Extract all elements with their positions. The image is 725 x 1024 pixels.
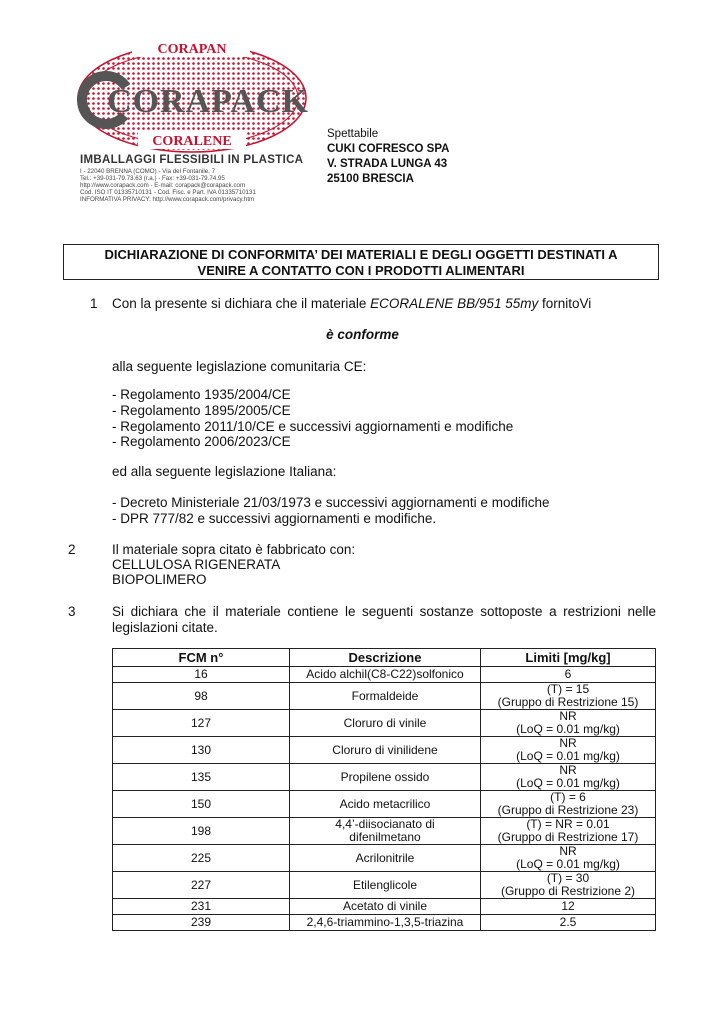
cell-limiti-line: (Gruppo di Restrizione 2)	[500, 884, 636, 898]
cell-limiti-line: (LoQ = 0.01 mg/kg)	[516, 776, 620, 790]
table-row	[113, 683, 656, 710]
cell-descrizione-line: Cloruro di vinile	[343, 715, 427, 730]
cell-descrizione	[290, 915, 481, 931]
section-3-line-1: Si dichiara che il materiale contiene le seguenti sostanze sottoposte a restrizioni nelle	[112, 604, 656, 619]
section-2-number: 2	[68, 542, 76, 557]
cell-descrizione-line: difenilmetano	[349, 830, 421, 844]
intro-end-text: fornitoVi	[538, 296, 592, 311]
company-logo	[76, 36, 312, 206]
eu-reg-4: - Regolamento 2006/2023/CE	[112, 434, 291, 449]
cell-fcm: 130	[113, 737, 290, 764]
cell-descrizione-line: Acrilonitrile	[355, 850, 415, 865]
cell-limiti-line: NR	[559, 736, 577, 750]
logo-line-5: INFORMATIVA PRIVACY: http://www.corapack.com/privacy.htm	[80, 196, 255, 203]
cell-limiti-line: 2.5	[559, 915, 577, 929]
cell-limiti-line: (T) = 15	[546, 682, 590, 696]
table-row	[113, 710, 656, 737]
cell-descrizione	[290, 737, 481, 764]
cell-limiti	[481, 818, 656, 845]
cell-descrizione	[290, 683, 481, 710]
cell-descrizione-line: Etilenglicole	[352, 877, 418, 892]
title-line-1: DICHIARAZIONE DI CONFORMITA’ DEI MATERIALI E DEGLI OGGETTI DESTINATI A	[104, 247, 618, 262]
table-row	[113, 667, 656, 683]
section-1-intro	[112, 296, 591, 312]
cell-limiti-line: (Gruppo di Restrizione 17)	[497, 830, 639, 844]
header-descrizione: Descrizione	[290, 649, 481, 667]
conforme-label: è conforme	[326, 327, 399, 342]
cell-limiti	[481, 791, 656, 818]
it-reg-2: - DPR 777/82 e successivi aggiornamenti e modifiche.	[112, 511, 437, 526]
logo-bottom-text: CORALENE	[152, 134, 232, 149]
cell-fcm: 198	[113, 818, 290, 845]
section-3-line-2: legislazioni citate.	[112, 620, 218, 635]
section-2-text: Il materiale sopra citato è fabbricato con:	[112, 542, 356, 557]
logo-top-text: CORAPAN	[157, 42, 227, 57]
cell-descrizione-line: Cloruro di vinilidene	[332, 742, 438, 757]
recipient-address	[327, 127, 449, 187]
cell-limiti-line: (Gruppo di Restrizione 23)	[497, 803, 639, 817]
cell-descrizione-line: 4,4’-diisocianato di	[335, 817, 435, 831]
intro-text: Con la presente si dichiara che il materiale	[112, 296, 371, 311]
eu-reg-1: - Regolamento 1935/2004/CE	[112, 387, 291, 402]
cell-limiti-line: (LoQ = 0.01 mg/kg)	[516, 722, 620, 736]
cell-descrizione-line: Propilene ossido	[340, 769, 430, 784]
declaration-title	[63, 244, 659, 280]
cell-descrizione	[290, 710, 481, 737]
logo-line-4: Cod. ISO IT 01335710131 - Cod. Fisc. e Part. IVA 01335710131	[80, 189, 256, 196]
logo-tagline: IMBALLAGGI FLESSIBILI IN PLASTICA	[80, 154, 304, 166]
recipient-company: CUKI COFRESCO SPA	[327, 143, 450, 155]
cell-descrizione	[290, 899, 481, 915]
eu-reg-2: - Regolamento 1895/2005/CE	[112, 403, 291, 418]
logo-line-2: Tel.: +39-031-79.73.63 (r.a.) - Fax: +39-031-79.74.95	[80, 175, 225, 182]
recipient-city: 25100 BRESCIA	[327, 173, 414, 185]
header-limiti: Limiti [mg/kg]	[481, 649, 656, 667]
section-3-number: 3	[68, 604, 76, 619]
cell-limiti-line: NR	[559, 844, 577, 858]
cell-fcm: 225	[113, 845, 290, 872]
cell-limiti-line: 12	[561, 899, 575, 913]
cell-descrizione	[290, 818, 481, 845]
cell-limiti	[481, 845, 656, 872]
table-row	[113, 872, 656, 899]
cell-limiti	[481, 764, 656, 791]
table-row	[113, 737, 656, 764]
cell-descrizione	[290, 791, 481, 818]
cell-limiti-line: 6	[564, 667, 572, 681]
cell-limiti-line: (LoQ = 0.01 mg/kg)	[516, 749, 620, 763]
cell-limiti	[481, 710, 656, 737]
cell-descrizione-line: Formaldeide	[351, 688, 419, 703]
cell-limiti-line: (LoQ = 0.01 mg/kg)	[516, 857, 620, 871]
cell-fcm: 127	[113, 710, 290, 737]
logo-line-3: http://www.corapack.com - E-mail: corapack@corapack.com	[80, 182, 246, 189]
cell-limiti-line: NR	[559, 709, 577, 723]
material-item-2: BIOPOLIMERO	[112, 572, 207, 587]
cell-limiti	[481, 872, 656, 899]
recipient-street: V. STRADA LUNGA 43	[327, 158, 448, 170]
logo-graphic	[76, 36, 316, 154]
cell-limiti-line: (T) = 6	[550, 790, 586, 804]
table-header-row	[113, 649, 656, 667]
header-fcm: FCM n°	[113, 649, 290, 667]
table-row	[113, 764, 656, 791]
cell-descrizione	[290, 764, 481, 791]
cell-limiti	[481, 667, 656, 683]
cell-fcm: 135	[113, 764, 290, 791]
cell-descrizione	[290, 872, 481, 899]
cell-fcm: 150	[113, 791, 290, 818]
table-row	[113, 845, 656, 872]
eu-legislation-heading: alla seguente legislazione comunitaria CE:	[112, 359, 367, 374]
cell-limiti-line: (T) = 30	[546, 871, 590, 885]
cell-limiti-line: (T) = NR = 0.01	[526, 817, 610, 831]
restricted-substances-table	[112, 648, 656, 931]
eu-reg-3: - Regolamento 2011/10/CE e successivi aggiornamenti e modifiche	[112, 419, 514, 434]
logo-line-1: I - 22040 BRENNA (COMO) - Via del Fontanile, 7	[80, 168, 216, 175]
cell-limiti	[481, 899, 656, 915]
cell-descrizione-line: 2,4,6-triammino-1,3,5-triazina	[306, 915, 464, 929]
table-row	[113, 899, 656, 915]
cell-limiti-line: (Gruppo di Restrizione 15)	[497, 695, 639, 709]
cell-limiti	[481, 915, 656, 931]
table-row	[113, 915, 656, 931]
section-1-number: 1	[90, 296, 98, 311]
it-reg-1: - Decreto Ministeriale 21/03/1973 e successivi aggiornamenti e modifiche	[112, 495, 550, 510]
cell-limiti	[481, 683, 656, 710]
cell-descrizione	[290, 667, 481, 683]
cell-limiti-line: NR	[559, 763, 577, 777]
cell-fcm: 98	[113, 683, 290, 710]
logo-main-text: CORAPACK	[107, 83, 309, 120]
cell-fcm: 16	[113, 667, 290, 683]
table-row	[113, 791, 656, 818]
cell-fcm: 231	[113, 899, 290, 915]
material-name: ECORALENE BB/951 55my	[370, 296, 539, 311]
cell-descrizione-line: Acido alchil(C8-C22)solfonico	[306, 667, 464, 681]
cell-limiti	[481, 737, 656, 764]
cell-descrizione-line: Acido metacrilico	[339, 796, 431, 811]
recipient-salutation: Spettabile	[327, 128, 379, 140]
table-row	[113, 818, 656, 845]
cell-descrizione-line: Acetato di vinile	[342, 899, 428, 913]
cell-fcm: 227	[113, 872, 290, 899]
title-line-2: VENIRE A CONTATTO CON I PRODOTTI ALIMENTARI	[197, 263, 525, 278]
table-body	[113, 667, 656, 931]
material-item-1: CELLULOSA RIGENERATA	[112, 557, 281, 572]
it-legislation-heading: ed alla seguente legislazione Italiana:	[112, 464, 337, 479]
cell-descrizione	[290, 845, 481, 872]
cell-fcm: 239	[113, 915, 290, 931]
